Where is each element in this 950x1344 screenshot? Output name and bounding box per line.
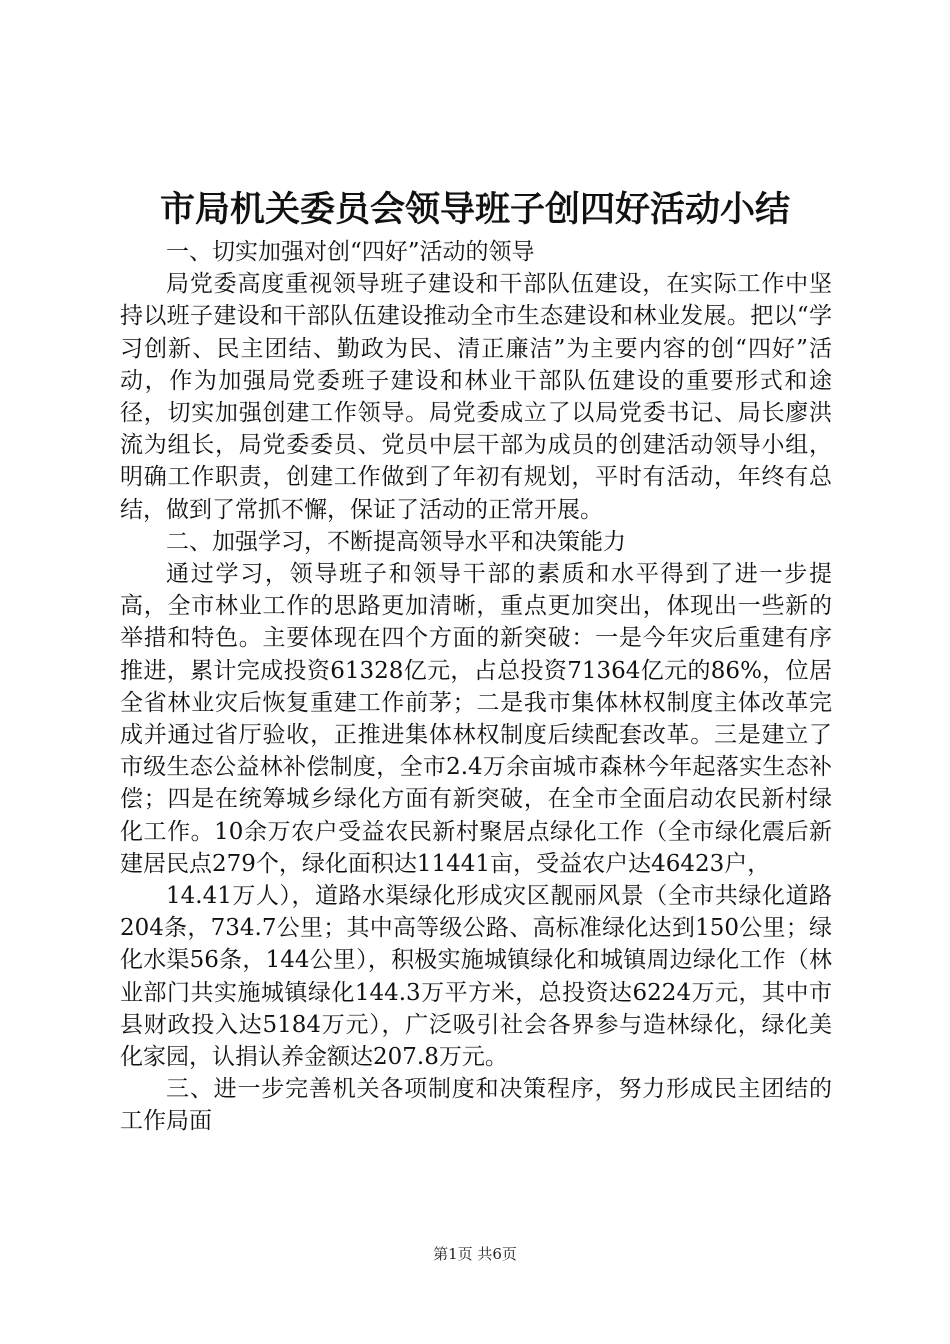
paragraph-1: 局党委高度重视领导班子建设和干部队伍建设，在实际工作中坚持以班子建设和干部队伍建设推动全市生态建设和林业发展。把以“学习创新、民主团结、勤政为民、清正廉洁”为主要内容的创“四好”活动，作为加强局党委班子建设和林业干部队伍建设的重要形式和途径，切实加强创建工作领导。局党委成立了以局党委书记、局长廖洪流为组长，局党委委员、党员中层干部为成员的创建活动领导小组，明确工作职责，创建工作做到了年初有规划，平时有活动，年终有总结，做到了常抓不懈，保证了活动的正常开展。 [120,271,832,523]
paragraph-3: 14.41万人），道路水渠绿化形成灾区靓丽风景（全市共绿化道路204条，734.7公里；其中高等级公路、高标准绿化达到150公里；绿化水渠56条，144公里），积极实施城镇绿化和城镇周边绿化工作（林业部门共实施城镇绿化144.3万平方米，总投资达6224万元，其中市县财政投入达5184万元），广泛吸引社会各界参与造林绿化，绿化美化家园，认捐认养金额达207.8万元。 [120,883,832,1071]
section-heading-2: 二、加强学习，不断提高领导水平和决策能力 [166,528,626,555]
page-footer: 第1页 共6页 [433,1245,517,1263]
document-body [120,236,832,1138]
document-title: 市局机关委员会领导班子创四好活动小结 [159,189,790,230]
paragraph-2: 通过学习，领导班子和领导干部的素质和水平得到了进一步提高，全市林业工作的思路更加清晰，重点更加突出，体现出一些新的举措和特色。主要体现在四个方面的新突破：一是今年灾后重建有序推进，累计完成投资61328亿元，占总投资71364亿元的86%，位居全省林业灾后恢复重建工作前茅；二是我市集体林权制度主体改革完成并通过省厅验收，正推进集体林权制度后续配套改革。三是建立了市级生态公益林补偿制度，全市2.4万余亩城市森林今年起落实生态补偿；四是在统筹城乡绿化方面有新突破，在全市全面启动农民新村绿化工作。10余万农户受益农民新村聚居点绿化工作（全市绿化震后新建居民点279个，绿化面积达11441亩，受益农户达46423户， [120,561,832,877]
section-heading-1: 一、切实加强对创“四好”活动的领导 [166,239,535,265]
section-heading-3: 三、进一步完善机关各项制度和决策程序，努力形成民主团结的工作局面 [120,1076,832,1135]
